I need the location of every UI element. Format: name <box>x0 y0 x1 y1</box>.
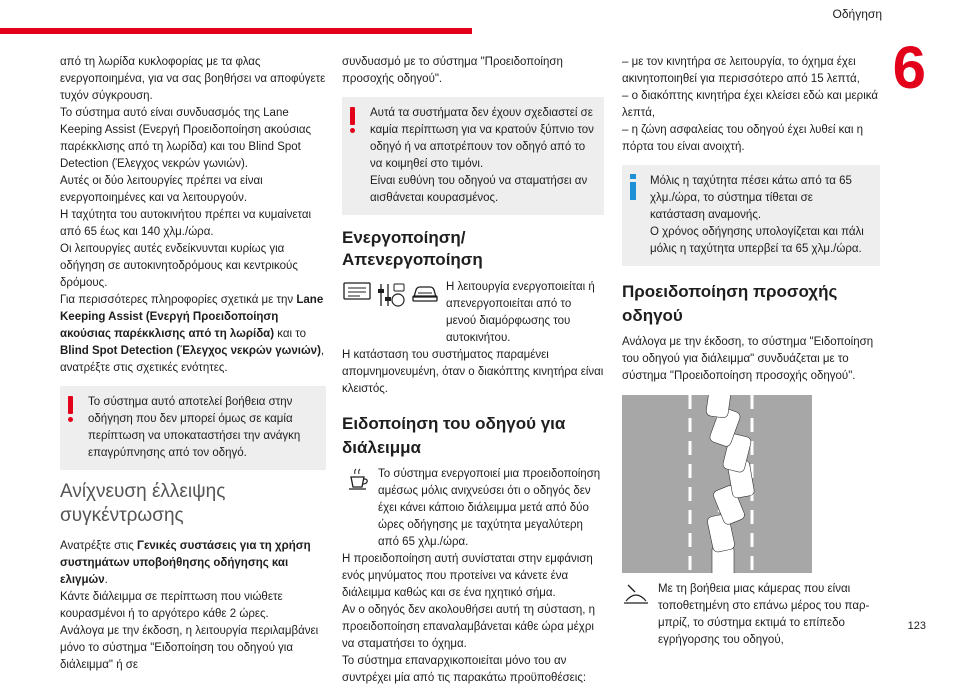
warning-note <box>60 386 326 470</box>
paragraph: Ανάλογα με την έκδοση, το σύστημα "Ειδοποίηση του οδηγού για διάλειμμα" συνδυάζεται με το σύστημα "Προειδοποίηση προσοχής οδηγού". <box>622 336 874 382</box>
paragraph <box>60 292 326 377</box>
paragraph: Η ταχύτητα του αυτοκινήτου πρέπει να κυμαίνεται από 65 έως και 140 χλμ./ώρα. <box>60 209 312 238</box>
coffee-cup-icon <box>346 466 372 492</box>
bold-text: Γενικές συστάσεις για τη χρήση συστημάτων υποβοήθησης οδήγησης και ελιγμών <box>60 540 311 586</box>
activation-block <box>342 279 604 347</box>
paragraph: Το σύστημα επαναρχικοποιείται μόνο του αν συντρέχει μία από τις παρακάτω προϋποθέσεις: <box>342 655 587 684</box>
text: , ανατρέξτε στις σχετικές ενότητες. <box>60 345 325 374</box>
paragraph: Αυτές οι δύο λειτουργίες πρέπει να είναι ενεργοποιημένες και να λειτουργούν. <box>60 175 263 204</box>
warning-icon <box>350 107 355 133</box>
paragraph: Η κατάσταση του συστήματος παραμένει απομνημονευμένη, όταν ο διακόπτης κινητήρα είναι κλειστός. <box>342 349 604 395</box>
paragraph: Οι λειτουργίες αυτές ενδείκνυνται κυρίως για οδήγηση σε αυτοκινητοδρόμους και κεντρικούς δρόμους. <box>60 243 298 289</box>
bold-text: Blind Spot Detection (Έλεγχος νεκρών γωνιών) <box>60 345 321 357</box>
page-number: 123 <box>907 620 926 632</box>
warning-text: Είναι ευθύνη του οδηγού να σταματήσει αν αισθάνεται κουρασμένος. <box>370 175 588 204</box>
warning-icon <box>68 396 73 422</box>
text: Ανατρέξτε στις <box>60 540 138 552</box>
lane-weaving-illustration <box>622 395 812 573</box>
camera-block <box>622 581 880 649</box>
heading-fatigue-detection: Ανίχνευση έλλειψης συγκέντρωσης <box>60 481 226 526</box>
driver-car-icon <box>410 281 440 305</box>
road-drawing <box>622 395 812 573</box>
touchscreen-icon <box>342 281 372 303</box>
text: . <box>104 574 108 586</box>
warning-note <box>342 97 604 215</box>
vehicle-settings-icon <box>376 281 406 309</box>
info-text: Μόλις η ταχύτητα πέσει κάτω από τα 65 χλμ./ώρα, το σύστημα τίθεται σε κατάσταση αναμονής. <box>650 175 852 221</box>
info-text: Ο χρόνος οδήγησης υπολογίζεται και πάλι μόλις η ταχύτητα υπερβεί τα 65 χλμ./ώρα. <box>650 226 864 255</box>
heading-break-alert: Ειδοποίηση του οδηγού για διάλειμμα <box>342 414 566 457</box>
paragraph: Αν ο οδηγός δεν ακολουθήσει αυτή τη σύσταση, η προειδοποίηση επαναλαμβάνεται κάθε ώρα μέχρι να σταματήσει το όχημα. <box>342 604 596 650</box>
paragraph: Κάντε διάλειμμα σε περίπτωση που νιώθετε κουρασμένοι ή το αργότερο κάθε 2 ώρες. <box>60 591 283 620</box>
heading-attention-warning: Προειδοποίηση προσοχής οδηγού <box>622 282 838 325</box>
paragraph: από τη λωρίδα κυκλοφορίας με τα φλας ενεργοποιημένα, για να σας βοηθήσει να αποφύγετε τυχόν σύγκρουση. <box>60 56 326 102</box>
chapter-number: 6 <box>892 34 926 101</box>
paragraph: Το σύστημα αυτό είναι συνδυασμός της Lane Keeping Assist (Ενεργή Προειδοποίηση ακούσιας παρέκκλισης από τη λωρίδα) και του Blind Spot Detection (Έλεγχος νεκρών γωνιών). <box>60 107 312 170</box>
break-alert-text: Το σύστημα ενεργοποιεί μια προειδοποίηση αμέσως μόλις ανιχνεύσει ότι ο οδηγός δεν έχει κάνει κάποιο διάλειμμα μετά από δύο ώρες οδήγησης με ταχύτητα μεγαλύτερη από 65 χλμ./ώρα. <box>378 468 601 548</box>
list-item: – με τον κινητήρα σε λειτουργία, το όχημα έχει ακινητοποιηθεί για περισσότερο από 15 λεπτά, <box>622 56 860 85</box>
heading-activation: Ενεργοποίηση/Απενεργοποίηση <box>342 228 483 269</box>
chapter-color-bar <box>0 28 472 34</box>
camera-tip-icon <box>622 581 652 605</box>
column-3 <box>622 54 880 649</box>
break-alert-block <box>342 466 604 551</box>
info-icon <box>630 174 636 200</box>
info-note <box>622 165 880 266</box>
list-item: – η ζώνη ασφαλείας του οδηγού έχει λυθεί και η πόρτα του είναι ανοιχτή. <box>622 124 864 153</box>
paragraph: συνδυασμό με το σύστημα "Προειδοποίηση προσοχής οδηγού". <box>342 56 563 85</box>
paragraph <box>60 538 326 589</box>
text: Για περισσότερες πληροφορίες σχετικά με την <box>60 294 297 306</box>
paragraph: Ανάλογα με την έκδοση, η λειτουργία περιλαμβάνει μόνο το σύστημα "Ειδοποίηση του οδηγού για διάλειμμα" ή σε <box>60 625 319 671</box>
activation-text: Η λειτουργία ενεργοποιείται ή απενεργοποιείται από το μενού διαμόρφωσης του αυτοκινήτου. <box>446 281 595 344</box>
bold-text: Lane Keeping Assist (Ενεργή Προειδοποίηση ακούσιας παρέκκλισης από τη λωρίδα) <box>60 294 324 340</box>
list-item: – ο διακόπτης κινητήρα έχει κλείσει εδώ και μερικά λεπτά, <box>622 90 879 119</box>
column-1 <box>60 54 326 674</box>
text: και το <box>274 328 307 340</box>
section-title: Οδήγηση <box>832 7 882 21</box>
camera-text: Με τη βοήθεια μιας κάμερας που είναι τοποθετημένη στο επάνω μέρος του παρ-μπρίζ, το σύστημα εκτιμά το επίπεδο εγρήγορσης του οδηγού, <box>658 583 870 646</box>
warning-text: Αυτά τα συστήματα δεν έχουν σχεδιαστεί σε καμία περίπτωση για να κρατούν ξύπνιο τον οδηγό ή να αποτρέπουν τον οδηγό από το να κοιμηθεί στο τιμόνι. <box>370 107 594 170</box>
config-icons <box>342 279 440 309</box>
warning-text: Το σύστημα αυτό αποτελεί βοήθεια στην οδήγηση που δεν μπορεί όμως σε καμία περίπτωση να υποκαταστήσει την ανάγκη επαγρύπνησης από τον οδηγό. <box>88 396 301 459</box>
paragraph: Η προειδοποίηση αυτή συνίσταται στην εμφάνιση ενός μηνύματος που προτείνει να κάνετε ένα διάλειμμα καθώς και σε ένα ηχητικό σήμα. <box>342 553 593 599</box>
column-2 <box>342 54 604 687</box>
